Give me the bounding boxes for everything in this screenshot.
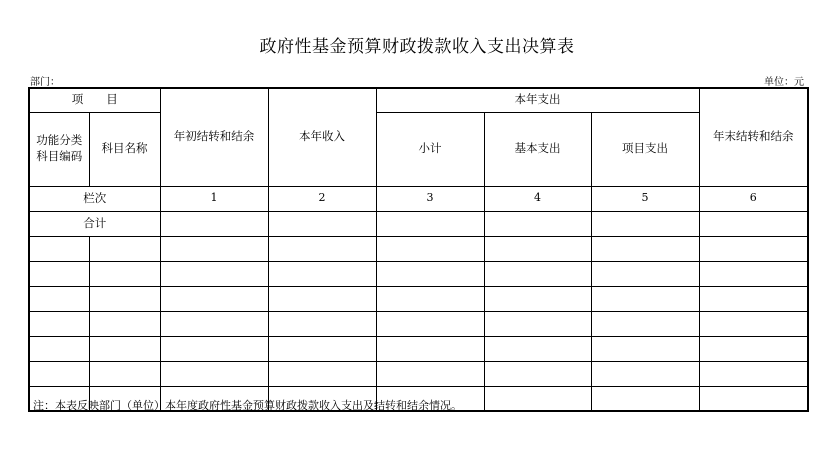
unit-label: 单位：元 xyxy=(764,77,804,88)
table-cell[interactable] xyxy=(591,336,699,361)
table-cell[interactable] xyxy=(699,261,808,286)
table-cell[interactable] xyxy=(376,261,484,286)
column-number: 2 xyxy=(268,186,376,211)
table-cell[interactable] xyxy=(160,236,268,261)
table-cell[interactable] xyxy=(89,361,160,386)
table-cell[interactable] xyxy=(160,361,268,386)
table-cell[interactable] xyxy=(89,311,160,336)
subtotal-header: 小计 xyxy=(376,112,484,186)
current-income-header: 本年收入 xyxy=(268,88,376,186)
table-cell[interactable] xyxy=(699,386,808,411)
subject-name-header: 科目名称 xyxy=(89,112,160,186)
table-cell[interactable] xyxy=(29,236,89,261)
table-row xyxy=(29,286,808,311)
current-expense-header: 本年支出 xyxy=(376,88,699,112)
func-class-code-header xyxy=(29,112,89,186)
table-cell[interactable] xyxy=(591,236,699,261)
table-row xyxy=(29,236,808,261)
column-number: 3 xyxy=(376,186,484,211)
table-cell[interactable] xyxy=(160,336,268,361)
table-cell[interactable] xyxy=(376,361,484,386)
page-title: 政府性基金预算财政拨款收入支出决算表 xyxy=(259,37,575,57)
begin-balance-header: 年初结转和结余 xyxy=(160,88,268,186)
table-cell[interactable] xyxy=(591,261,699,286)
table-cell[interactable] xyxy=(29,261,89,286)
column-number: 1 xyxy=(160,186,268,211)
table-cell[interactable] xyxy=(376,286,484,311)
table-cell[interactable] xyxy=(699,236,808,261)
table-cell[interactable] xyxy=(591,361,699,386)
table-cell[interactable] xyxy=(591,311,699,336)
table-cell[interactable] xyxy=(268,336,376,361)
department-label: 部门： xyxy=(30,77,60,88)
column-index-label: 栏次 xyxy=(29,186,160,211)
column-number: 6 xyxy=(699,186,808,211)
table-cell[interactable] xyxy=(268,311,376,336)
table-row xyxy=(29,261,808,286)
table-cell[interactable] xyxy=(268,211,376,236)
table-cell[interactable] xyxy=(484,211,591,236)
column-number: 5 xyxy=(591,186,699,211)
table-cell[interactable] xyxy=(268,361,376,386)
table-cell[interactable] xyxy=(376,311,484,336)
table-row xyxy=(29,336,808,361)
end-balance-header: 年末结转和结余 xyxy=(699,88,808,186)
table-cell[interactable] xyxy=(376,236,484,261)
project-expense-header: 项目支出 xyxy=(591,112,699,186)
item-header: 项 目 xyxy=(29,88,160,112)
func-class-line2: 科目编码 xyxy=(36,149,83,163)
table-cell[interactable] xyxy=(160,211,268,236)
table-cell[interactable] xyxy=(484,236,591,261)
table-cell[interactable] xyxy=(699,211,808,236)
table-cell[interactable] xyxy=(29,311,89,336)
table-cell[interactable] xyxy=(484,261,591,286)
table-cell[interactable] xyxy=(268,261,376,286)
table-row xyxy=(29,361,808,386)
final-accounts-table xyxy=(28,87,809,412)
total-label: 合计 xyxy=(29,211,160,236)
table-cell[interactable] xyxy=(376,211,484,236)
table-cell[interactable] xyxy=(89,236,160,261)
column-number: 4 xyxy=(484,186,591,211)
table-cell[interactable] xyxy=(376,336,484,361)
footnote: 注：本表反映部门（单位）本年度政府性基金预算财政拨款收入支出及结转和结余情况。 xyxy=(33,399,462,412)
table-cell[interactable] xyxy=(160,261,268,286)
table-cell[interactable] xyxy=(699,286,808,311)
table-cell[interactable] xyxy=(160,286,268,311)
table-cell[interactable] xyxy=(591,286,699,311)
table-cell[interactable] xyxy=(484,311,591,336)
table-cell[interactable] xyxy=(591,386,699,411)
table-cell[interactable] xyxy=(268,286,376,311)
table-cell[interactable] xyxy=(591,211,699,236)
basic-expense-header: 基本支出 xyxy=(484,112,591,186)
table-cell[interactable] xyxy=(29,336,89,361)
table-cell[interactable] xyxy=(89,336,160,361)
table-cell[interactable] xyxy=(29,286,89,311)
table-cell[interactable] xyxy=(89,261,160,286)
table-cell[interactable] xyxy=(89,286,160,311)
table-cell[interactable] xyxy=(484,361,591,386)
table-cell[interactable] xyxy=(484,386,591,411)
table-cell[interactable] xyxy=(268,236,376,261)
table-cell[interactable] xyxy=(699,336,808,361)
table-cell[interactable] xyxy=(699,361,808,386)
table-cell[interactable] xyxy=(160,311,268,336)
table-cell[interactable] xyxy=(29,361,89,386)
table-cell[interactable] xyxy=(484,336,591,361)
table-cell[interactable] xyxy=(699,311,808,336)
table-cell[interactable] xyxy=(484,286,591,311)
table-row xyxy=(29,311,808,336)
func-class-line1: 功能分类 xyxy=(36,133,83,148)
